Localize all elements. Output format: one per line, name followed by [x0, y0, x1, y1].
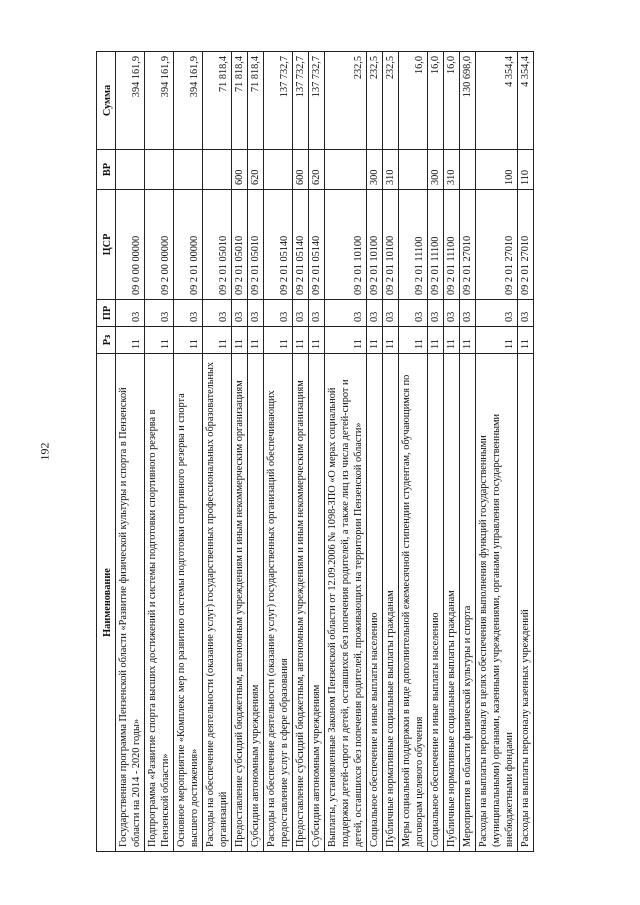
cell-name: Мероприятия в области физической культуры и спорта — [460, 354, 476, 852]
table-row — [174, 52, 203, 852]
table-row — [309, 52, 325, 852]
cell-rz: 11 — [232, 327, 248, 354]
table-row — [145, 52, 174, 852]
column-header-vr: ВР — [97, 150, 116, 190]
cell-rz: 11 — [428, 327, 444, 354]
cell-pr: 03 — [367, 300, 383, 327]
cell-pr: 03 — [293, 300, 309, 327]
cell-rz: 11 — [460, 327, 476, 354]
cell-pr: 03 — [460, 300, 476, 327]
cell-name: Государственная программа Пензенской области «Развитие физической культуры и спорта в Пензенской области на 2014 - 2020 годы» — [116, 354, 145, 852]
cell-name: Подпрограмма «Развитие спорта высших достижений и системы подготовки спортивного резерва в Пензенской области» — [145, 354, 174, 852]
cell-vr: 310 — [444, 150, 460, 190]
cell-csr: 09 2 01 05140 — [293, 190, 309, 300]
cell-rz: 11 — [293, 327, 309, 354]
table-body — [116, 52, 534, 852]
cell-csr: 09 2 01 10100 — [367, 190, 383, 300]
column-header-pr: ПР — [97, 300, 116, 327]
cell-sum: 137 732,7 — [264, 52, 293, 150]
cell-sum: 137 732,7 — [309, 52, 325, 150]
cell-sum: 394 161,9 — [174, 52, 203, 150]
cell-sum: 71 818,4 — [203, 52, 232, 150]
table-row — [518, 52, 534, 852]
cell-pr: 03 — [248, 300, 264, 327]
cell-csr: 09 2 01 27010 — [518, 190, 534, 300]
table-row — [248, 52, 264, 852]
cell-vr — [460, 150, 476, 190]
cell-name: Основное мероприятие «Комплекс мер по развитию системы подготовки спортивного резерва и спорта высшего достижения» — [174, 354, 203, 852]
cell-vr: 620 — [309, 150, 325, 190]
cell-rz: 11 — [174, 327, 203, 354]
cell-sum: 137 732,7 — [293, 52, 309, 150]
cell-sum: 71 818,4 — [232, 52, 248, 150]
cell-pr: 03 — [116, 300, 145, 327]
table-header-row — [97, 52, 116, 852]
cell-csr: 09 0 00 00000 — [116, 190, 145, 300]
cell-name: Социальное обеспечение и иные выплаты населению — [367, 354, 383, 852]
table-row — [293, 52, 309, 852]
cell-sum: 394 161,9 — [145, 52, 174, 150]
cell-name: Расходы на обеспечение деятельности (оказание услуг) государственных организаций обеспечивающих предоставление услуг в сфере образования — [264, 354, 293, 852]
cell-vr: 600 — [293, 150, 309, 190]
table-row — [367, 52, 383, 852]
cell-rz: 11 — [476, 327, 518, 354]
cell-sum: 4 354,4 — [518, 52, 534, 150]
cell-csr: 09 2 01 11100 — [399, 190, 428, 300]
cell-vr: 600 — [232, 150, 248, 190]
table-row — [203, 52, 232, 852]
cell-vr — [325, 150, 367, 190]
column-header-csr: ЦСР — [97, 190, 116, 300]
column-header-sum: Сумма — [97, 52, 116, 150]
cell-name: Расходы на обеспечение деятельности (оказание услуг) государственных профессиональных образовательных организаций — [203, 354, 232, 852]
cell-csr: 09 2 01 05010 — [203, 190, 232, 300]
cell-vr — [116, 150, 145, 190]
cell-vr — [399, 150, 428, 190]
cell-pr: 03 — [232, 300, 248, 327]
cell-pr: 03 — [399, 300, 428, 327]
cell-csr: 09 2 01 11100 — [444, 190, 460, 300]
cell-vr — [145, 150, 174, 190]
cell-rz: 11 — [399, 327, 428, 354]
cell-sum: 130 698,0 — [460, 52, 476, 150]
cell-csr: 09 2 01 27010 — [476, 190, 518, 300]
cell-pr: 03 — [174, 300, 203, 327]
cell-vr: 100 — [476, 150, 518, 190]
table-row — [460, 52, 476, 852]
cell-name: Публичные нормативные социальные выплаты гражданам — [383, 354, 399, 852]
cell-vr: 310 — [383, 150, 399, 190]
cell-csr: 09 2 01 10100 — [325, 190, 367, 300]
cell-csr: 09 2 01 05010 — [248, 190, 264, 300]
cell-csr: 09 2 01 05140 — [264, 190, 293, 300]
cell-rz: 11 — [203, 327, 232, 354]
cell-name: Субсидии автономным учреждениям — [309, 354, 325, 852]
cell-rz: 11 — [325, 327, 367, 354]
page-number: 192 — [37, 442, 52, 461]
table-row — [476, 52, 518, 852]
cell-name: Публичные нормативные социальные выплаты гражданам — [444, 354, 460, 852]
cell-csr: 09 2 01 00000 — [174, 190, 203, 300]
cell-name: Расходы на выплаты персоналу в целях обеспечения выполнения функций государственными (муниципальными) органами, казенными учреждениями, органами управления государственными внебюджетными фондами — [476, 354, 518, 852]
cell-csr: 09 2 01 05140 — [309, 190, 325, 300]
cell-rz: 11 — [309, 327, 325, 354]
cell-csr: 09 2 01 11100 — [428, 190, 444, 300]
cell-vr: 620 — [248, 150, 264, 190]
cell-vr: 300 — [428, 150, 444, 190]
table-row — [325, 52, 367, 852]
cell-pr: 03 — [309, 300, 325, 327]
table-row — [232, 52, 248, 852]
cell-pr: 03 — [518, 300, 534, 327]
cell-rz: 11 — [367, 327, 383, 354]
cell-name: Социальное обеспечение и иные выплаты населению — [428, 354, 444, 852]
table-row — [116, 52, 145, 852]
cell-vr — [203, 150, 232, 190]
cell-name: Выплаты, установленные Законом Пензенской области от 12.09.2006 № 1098-ЗПО «О мерах социальной поддержки детей-сирот и детей, оставшихся без попечения родителей, а также лиц из числа детей-сирот и детей, оставшихся без попечения родителей, проживающих на территории Пензенской области» — [325, 354, 367, 852]
cell-sum: 232,5 — [325, 52, 367, 150]
cell-vr: 110 — [518, 150, 534, 190]
cell-csr: 09 2 01 27010 — [460, 190, 476, 300]
cell-sum: 232,5 — [367, 52, 383, 150]
cell-sum: 232,5 — [383, 52, 399, 150]
budget-table-container — [96, 52, 572, 852]
cell-sum: 71 818,4 — [248, 52, 264, 150]
cell-pr: 03 — [203, 300, 232, 327]
column-header-name: Наименование — [97, 354, 116, 852]
table-row — [264, 52, 293, 852]
cell-rz: 11 — [518, 327, 534, 354]
budget-table — [96, 51, 534, 852]
cell-pr: 03 — [444, 300, 460, 327]
cell-pr: 03 — [476, 300, 518, 327]
cell-vr: 300 — [367, 150, 383, 190]
cell-csr: 09 2 01 10100 — [383, 190, 399, 300]
cell-sum: 16,0 — [399, 52, 428, 150]
cell-sum: 4 354,4 — [476, 52, 518, 150]
cell-vr — [264, 150, 293, 190]
cell-csr: 09 2 00 00000 — [145, 190, 174, 300]
cell-rz: 11 — [248, 327, 264, 354]
cell-rz: 11 — [444, 327, 460, 354]
cell-pr: 03 — [428, 300, 444, 327]
table-row — [444, 52, 460, 852]
cell-csr: 09 2 01 05010 — [232, 190, 248, 300]
cell-rz: 11 — [145, 327, 174, 354]
cell-rz: 11 — [264, 327, 293, 354]
cell-vr — [174, 150, 203, 190]
cell-sum: 394 161,9 — [116, 52, 145, 150]
cell-pr: 03 — [325, 300, 367, 327]
cell-sum: 16,0 — [444, 52, 460, 150]
cell-name: Предоставление субсидий бюджетным, автономным учреждениям и иным некоммерческим организациям — [293, 354, 309, 852]
cell-name: Расходы на выплаты персоналу казенных учреждений — [518, 354, 534, 852]
cell-pr: 03 — [145, 300, 174, 327]
cell-rz: 11 — [116, 327, 145, 354]
cell-rz: 11 — [383, 327, 399, 354]
cell-pr: 03 — [264, 300, 293, 327]
cell-name: Субсидии автономным учреждениям — [248, 354, 264, 852]
table-row — [399, 52, 428, 852]
column-header-rz: Рз — [97, 327, 116, 354]
cell-name: Меры социальной поддержки в виде дополнительной ежемесячной стипендии студентам, обучающимся по договорам целевого обучения — [399, 354, 428, 852]
table-row — [383, 52, 399, 852]
table-row — [428, 52, 444, 852]
cell-name: Предоставление субсидий бюджетным, автономным учреждениям и иным некоммерческим организациям — [232, 354, 248, 852]
cell-pr: 03 — [383, 300, 399, 327]
cell-sum: 16,0 — [428, 52, 444, 150]
